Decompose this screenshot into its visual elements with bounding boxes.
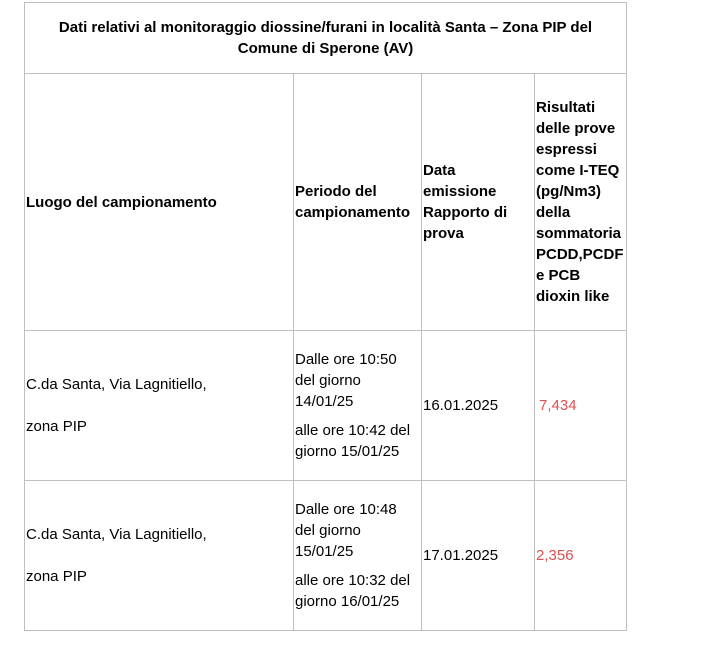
periodo-end: alle ore 10:32 del giorno 16/01/25 (295, 572, 411, 610)
cell-luogo (25, 331, 294, 481)
monitoring-table (24, 2, 627, 631)
cell-risultato: 7,434 (535, 331, 627, 481)
luogo-line2: zona PIP (26, 418, 87, 435)
periodo-start: Dalle ore 10:50 del giorno 14/01/25 (295, 351, 397, 410)
table-row (25, 331, 627, 481)
luogo-line1: C.da Santa, Via Lagnitiello, (26, 526, 207, 543)
header-periodo: Periodo del campionamento (294, 74, 422, 331)
luogo-line2: zona PIP (26, 568, 87, 585)
cell-periodo (294, 331, 422, 481)
periodo-end: alle ore 10:42 del giorno 15/01/25 (295, 422, 411, 460)
cell-periodo (294, 481, 422, 631)
table-title: Dati relativi al monitoraggio diossine/furani in località Santa – Zona PIP del Comune di Sperone (AV) (25, 3, 627, 74)
cell-risultato: 2,356 (535, 481, 627, 631)
cell-luogo (25, 481, 294, 631)
table-row (25, 481, 627, 631)
cell-data: 16.01.2025 (422, 331, 535, 481)
header-luogo: Luogo del campionamento (25, 74, 294, 331)
cell-data: 17.01.2025 (422, 481, 535, 631)
periodo-start: Dalle ore 10:48 del giorno 15/01/25 (295, 501, 397, 560)
header-risultati: Risultati delle prove espressi come I-TEQ (pg/Nm3) della sommatoria PCDD,PCDF e PCB dioxin like (535, 74, 627, 331)
header-data-emissione: Data emissione Rapporto di prova (422, 74, 535, 331)
luogo-line1: C.da Santa, Via Lagnitiello, (26, 376, 207, 393)
